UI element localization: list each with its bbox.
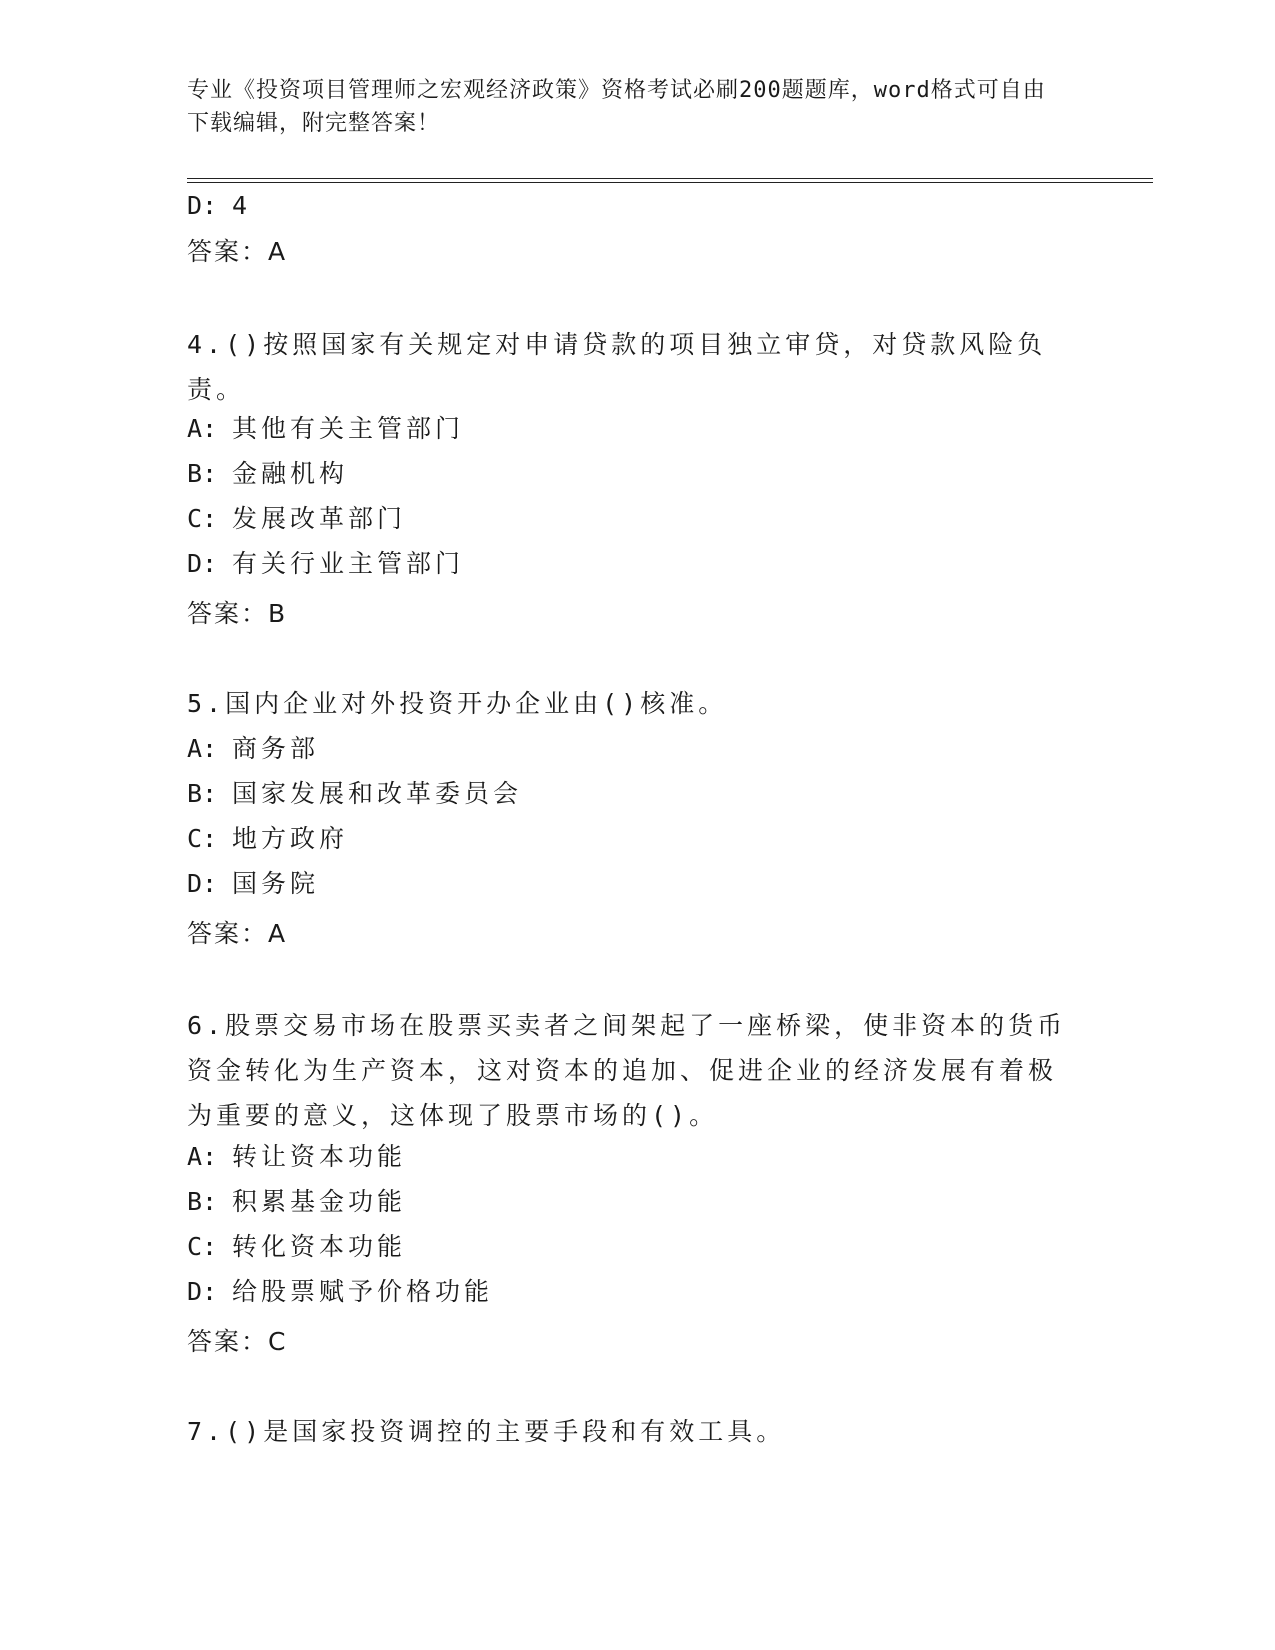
option-key: B:: [187, 1187, 218, 1216]
question-text: 7.()是国家投资调控的主要手段和有效工具。: [187, 1417, 786, 1446]
option-row: [187, 548, 464, 580]
option-text: 发展改革部门: [232, 504, 407, 533]
option-row: [187, 458, 348, 490]
answer-line: 答案：A: [187, 237, 288, 266]
option-key: D:: [187, 191, 218, 220]
option-row: [187, 413, 464, 445]
option-key: D:: [187, 869, 218, 898]
document-header: 专业《投资项目管理师之宏观经济政策》资格考试必刷200题题库，word格式可自由下载编辑，附完整答案！: [187, 78, 1046, 136]
option-text: 4: [232, 191, 252, 220]
option-row: [187, 868, 319, 900]
option-row: [187, 1141, 406, 1173]
option-row: [187, 1276, 493, 1308]
answer-line: 答案：B: [187, 599, 288, 628]
option-key: B:: [187, 779, 218, 808]
option-key: D:: [187, 1277, 218, 1306]
option-text: 给股票赋予价格功能: [232, 1277, 494, 1306]
option-key: A:: [187, 1142, 218, 1171]
option-text: 国家发展和改革委员会: [232, 779, 523, 808]
option-row: [187, 1231, 406, 1263]
question-text: 5.国内企业对外投资开办企业由()核准。: [187, 689, 728, 718]
option-text: 其他有关主管部门: [232, 414, 465, 443]
question-text: 4.()按照国家有关规定对申请贷款的项目独立审贷，对贷款风险负责。: [187, 330, 1047, 404]
option-text: 金融机构: [232, 459, 349, 488]
option-text: 转化资本功能: [232, 1232, 407, 1261]
option-key: A:: [187, 414, 218, 443]
option-text: 积累基金功能: [232, 1187, 407, 1216]
option-text: 有关行业主管部门: [232, 549, 465, 578]
header-divider: [187, 178, 1153, 183]
answer-line: 答案：C: [187, 1327, 288, 1356]
option-row: [187, 778, 522, 810]
option-key: D:: [187, 549, 218, 578]
option-text: 国务院: [232, 869, 320, 898]
option-row: [187, 823, 348, 855]
answer-line: 答案：A: [187, 919, 288, 948]
option-key: B:: [187, 459, 218, 488]
question-text: 6.股票交易市场在股票买卖者之间架起了一座桥梁，使非资本的货币资金转化为生产资本，这对资本的追加、促进企业的经济发展有着极为重要的意义，这体现了股票市场的()。: [187, 1011, 1067, 1130]
option-key: A:: [187, 734, 218, 763]
option-key: C:: [187, 1232, 218, 1261]
option-row: [187, 190, 251, 222]
option-text: 商务部: [232, 734, 320, 763]
option-row: [187, 733, 319, 765]
option-text: 转让资本功能: [232, 1142, 407, 1171]
option-text: 地方政府: [232, 824, 349, 853]
option-key: C:: [187, 824, 218, 853]
option-row: [187, 503, 406, 535]
option-key: C:: [187, 504, 218, 533]
option-row: [187, 1186, 406, 1218]
